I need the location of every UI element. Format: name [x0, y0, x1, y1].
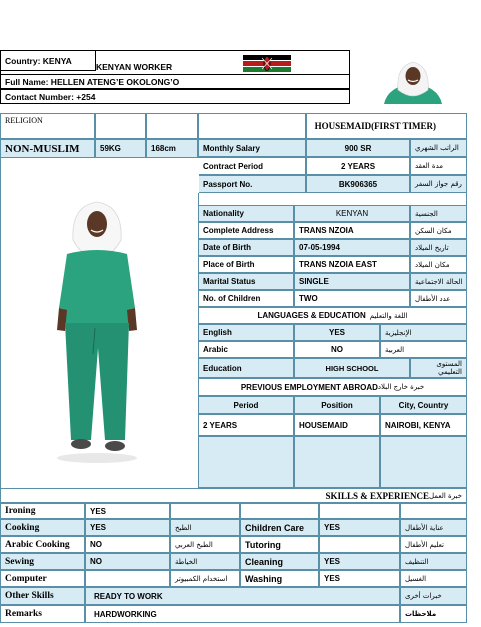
- summary-blank-1: [95, 113, 146, 139]
- skill-cooking-value: YES: [85, 519, 170, 536]
- remarks-value: HARDWORKING: [85, 605, 400, 623]
- employment-title: [198, 378, 467, 396]
- portrait-photo: [380, 56, 446, 104]
- passport-value: BK906365: [306, 175, 410, 193]
- skills-title: [0, 488, 467, 503]
- skill-ironing-value: YES: [85, 503, 170, 519]
- english-arabic: الإنجليزية: [380, 324, 467, 341]
- employment-header-position: Position: [294, 396, 380, 414]
- employment-title-arabic: خبرة خارج البلاد: [377, 383, 425, 391]
- education-value: HIGH SCHOOL: [294, 358, 410, 378]
- children-label: No. of Children: [198, 290, 294, 307]
- skill-cooking-arabic: الطبخ: [170, 519, 240, 536]
- contract-arabic: مدة العقد: [410, 157, 467, 175]
- pob-label: Place of Birth: [198, 256, 294, 273]
- employment-title-text: PREVIOUS EMPLOYMENT ABROAD: [240, 382, 378, 392]
- languages-title-text: LANGUAGES & EDUCATION: [257, 311, 366, 320]
- employment-city: NAIROBI, KENYA: [380, 414, 467, 436]
- employment-blank-1: [198, 436, 294, 488]
- skill-computer-arabic: استخدام الكمبيوتر: [170, 570, 240, 587]
- religion-label: RELIGION: [0, 113, 95, 139]
- dob-label: Date of Birth: [198, 239, 294, 256]
- other-skills-label: Other Skills: [0, 587, 85, 605]
- skill-cleaning-label: Cleaning: [240, 553, 319, 570]
- skill-right-blank-3: [400, 503, 467, 519]
- dob-value: 07-05-1994: [294, 239, 410, 256]
- skill-ironing-label: Ironing: [0, 503, 85, 519]
- salary-label: Monthly Salary: [198, 139, 306, 157]
- skill-tutoring-arabic: تعليم الأطفال: [400, 536, 467, 553]
- height-value: 168cm: [146, 139, 198, 158]
- skill-arabic-cooking-label: Arabic Cooking: [0, 536, 85, 553]
- skill-arabic-cooking-value: NO: [85, 536, 170, 553]
- skill-sewing-label: Sewing: [0, 553, 85, 570]
- skills-title-arabic: خبرة العمل: [429, 491, 462, 500]
- arabic-label: Arabic: [198, 341, 294, 358]
- skill-tutoring-value: [319, 536, 400, 553]
- skills-title-text: SKILLS & EXPERIENCE: [325, 490, 429, 501]
- marital-arabic: الحالة الاجتماعية: [410, 273, 467, 290]
- nationality-arabic: الجنسية: [410, 205, 467, 222]
- skill-cleaning-arabic: التنظيف: [400, 553, 467, 570]
- employment-position: HOUSEMAID: [294, 414, 380, 436]
- skill-sewing-value: NO: [85, 553, 170, 570]
- country-cell: Country: KENYA: [0, 50, 96, 71]
- contract-value: 2 YEARS: [306, 157, 410, 175]
- skill-childcare-arabic: عناية الأطفال: [400, 519, 467, 536]
- position-applied: HOUSEMAID(FIRST TIMER): [306, 113, 467, 139]
- employment-period: 2 YEARS: [198, 414, 294, 436]
- marital-value: SINGLE: [294, 273, 410, 290]
- summary-blank-2: [146, 113, 198, 139]
- skill-washing-label: Washing: [240, 570, 319, 587]
- nationality-label: Nationality: [198, 205, 294, 222]
- pob-value: TRANS NZOIA EAST: [294, 256, 410, 273]
- employment-header-city: City, Country: [380, 396, 467, 414]
- dob-arabic: تاريخ الميلاد: [410, 239, 467, 256]
- skill-right-blank-2: [319, 503, 400, 519]
- remarks-arabic: ملاحظات: [400, 605, 467, 623]
- other-skills-arabic: خبرات أخرى: [400, 587, 467, 605]
- salary-value: 900 SR: [306, 139, 410, 157]
- worker-title: KENYAN WORKER: [96, 62, 173, 72]
- skill-washing-value: YES: [319, 570, 400, 587]
- skill-computer-label: Computer: [0, 570, 85, 587]
- arabic-arabic: العربية: [380, 341, 467, 358]
- pob-arabic: مكان الميلاد: [410, 256, 467, 273]
- skill-sewing-arabic: الخياطة: [170, 553, 240, 570]
- languages-title: [198, 307, 467, 324]
- skill-washing-arabic: الغسيل: [400, 570, 467, 587]
- skill-childcare-label: Children Care: [240, 519, 319, 536]
- contact-cell: Contact Number: +254: [0, 89, 350, 104]
- address-label: Complete Address: [198, 222, 294, 239]
- other-skills-value: READY TO WORK: [85, 587, 400, 605]
- children-arabic: عدد الأطفال: [410, 290, 467, 307]
- weight-value: 59KG: [95, 139, 146, 158]
- education-label: Education: [198, 358, 294, 378]
- employment-header-period: Period: [198, 396, 294, 414]
- address-value: TRANS NZOIA: [294, 222, 410, 239]
- contract-label: Contract Period: [198, 157, 306, 175]
- personal-spacer: [198, 193, 467, 205]
- skill-computer-value: [85, 570, 170, 587]
- full-body-photo: [0, 158, 198, 492]
- arabic-value: NO: [294, 341, 380, 358]
- employment-blank-3: [380, 436, 467, 488]
- children-value: TWO: [294, 290, 410, 307]
- skill-tutoring-label: Tutoring: [240, 536, 319, 553]
- nationality-value: KENYAN: [294, 205, 410, 222]
- skill-cleaning-value: YES: [319, 553, 400, 570]
- english-label: English: [198, 324, 294, 341]
- salary-arabic: الراتب الشهري: [410, 139, 467, 157]
- employment-blank-2: [294, 436, 380, 488]
- skill-ironing-blank: [170, 503, 240, 519]
- religion-value: NON-MUSLIM: [0, 139, 95, 158]
- languages-title-arabic: اللغة والتعليم: [369, 311, 408, 320]
- skill-right-blank-1: [240, 503, 319, 519]
- address-arabic: مكان السكن: [410, 222, 467, 239]
- skill-arabic-cooking-arabic: الطبخ العربي: [170, 536, 240, 553]
- skill-childcare-value: YES: [319, 519, 400, 536]
- passport-arabic: رقم جواز السفر: [410, 175, 467, 193]
- kenya-flag-icon: [243, 55, 291, 72]
- english-value: YES: [294, 324, 380, 341]
- education-arabic: المستوى التعليمي: [410, 358, 467, 378]
- summary-blank-3: [198, 113, 306, 139]
- marital-label: Marital Status: [198, 273, 294, 290]
- skill-cooking-label: Cooking: [0, 519, 85, 536]
- passport-label: Passport No.: [198, 175, 306, 193]
- full-name-cell: Full Name: HELLEN ATENG’E OKOLONG’O: [0, 74, 350, 89]
- remarks-label: Remarks: [0, 605, 85, 623]
